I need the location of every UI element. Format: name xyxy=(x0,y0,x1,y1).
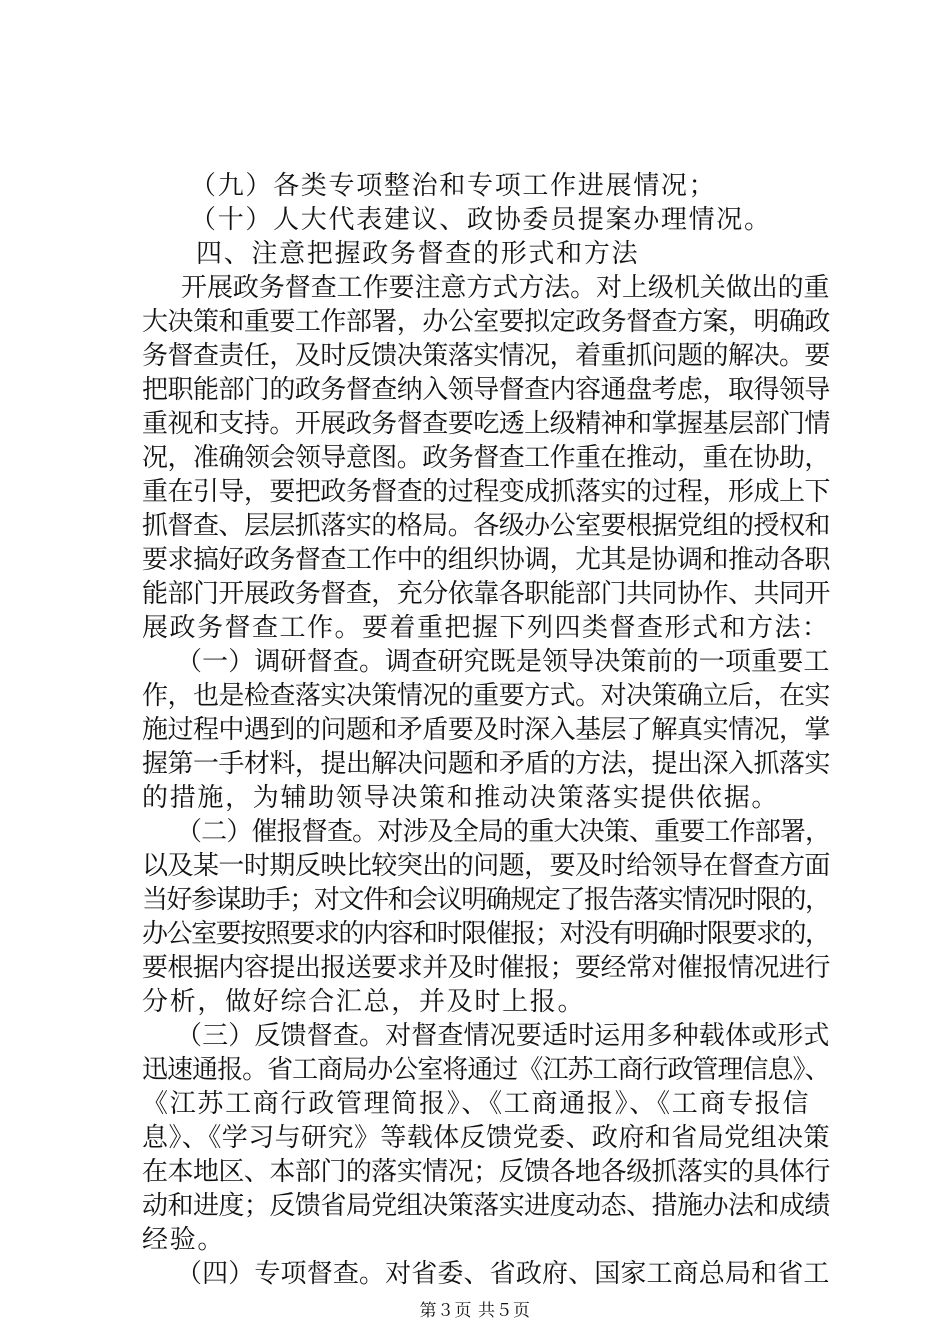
text-line: （十）人大代表建议、政协委员提案办理情况。 xyxy=(190,205,772,235)
text-line: 当好参谋助手；对文件和会议明确规定了报告落实情况时限的， xyxy=(142,885,830,915)
text-line: （四）专项督查。对省委、省政府、国家工商总局和省工 xyxy=(176,1259,830,1289)
text-line: 迅速通报。省工商局办公室将通过《江苏工商行政管理信息》、 xyxy=(142,1055,830,1085)
text-line: 大决策和重要工作部署，办公室要拟定政务督查方案，明确政 xyxy=(142,307,830,337)
text-line: 动和进度；反馈省局党组决策落实进度动态、措施办法和成绩 xyxy=(142,1191,830,1221)
text-line: 的措施，为辅助领导决策和推动决策落实提供依据。 xyxy=(142,783,780,813)
text-line: 要根据内容提出报送要求并及时催报；要经常对催报情况进行 xyxy=(142,953,830,983)
text-line: （二）催报督查。对涉及全局的重大决策、重要工作部署， xyxy=(176,817,831,847)
text-line: （一）调研督查。调查研究既是领导决策前的一项重要工 xyxy=(176,647,830,677)
text-line: 把职能部门的政务督查纳入领导督查内容通盘考虑，取得领导 xyxy=(142,375,830,405)
text-line: 况，准确领会领导意图。政务督查工作重在推动，重在协助， xyxy=(142,443,830,473)
text-line: 务督查责任，及时反馈决策落实情况，着重抓问题的解决。要 xyxy=(142,341,830,371)
text-line: （三）反馈督查。对督查情况要适时运用多种载体或形式 xyxy=(176,1021,830,1051)
text-line: 在本地区、本部门的落实情况；反馈各地各级抓落实的具体行 xyxy=(142,1157,830,1187)
text-line: 分析，做好综合汇总，并及时上报。 xyxy=(142,987,586,1017)
text-line: 重在引导，要把政务督查的过程变成抓落实的过程，形成上下 xyxy=(142,477,830,507)
section-heading: 四、注意把握政务督查的形式和方法 xyxy=(196,239,640,269)
text-line: 展政务督查工作。要着重把握下列四类督查形式和方法： xyxy=(142,613,830,643)
text-line: 抓督查、层层抓落实的格局。各级办公室要根据党组的授权和 xyxy=(142,511,830,541)
text-line: 息》、《学习与研究》等载体反馈党委、政府和省局党组决策 xyxy=(142,1123,830,1153)
text-line: 重视和支持。开展政务督查要吃透上级精神和掌握基层部门情 xyxy=(142,409,830,439)
text-line: 以及某一时期反映比较突出的问题，要及时给领导在督查方面 xyxy=(142,851,830,881)
text-line: 《江苏工商行政管理简报》、《工商通报》、《工商专报信 xyxy=(142,1089,811,1119)
page-number-footer: 第３页 共５页 xyxy=(419,1301,531,1321)
text-line: （九）各类专项整治和专项工作进展情况； xyxy=(190,171,717,201)
text-line: 办公室要按照要求的内容和时限催报；对没有明确时限要求的， xyxy=(142,919,830,949)
text-line: 施过程中遇到的问题和矛盾要及时深入基层了解真实情况，掌 xyxy=(142,715,830,745)
text-line: 要求搞好政务督查工作中的组织协调，尤其是协调和推动各职 xyxy=(142,545,830,575)
text-line: 开展政务督查工作要注意方式方法。对上级机关做出的重 xyxy=(181,273,830,303)
text-line: 经验。 xyxy=(142,1225,226,1255)
text-line: 能部门开展政务督查，充分依靠各职能部门共同协作、共同开 xyxy=(142,579,830,609)
text-line: 握第一手材料，提出解决问题和矛盾的方法，提出深入抓落实 xyxy=(142,749,830,779)
text-line: 作，也是检查落实决策情况的重要方式。对决策确立后，在实 xyxy=(142,681,830,711)
